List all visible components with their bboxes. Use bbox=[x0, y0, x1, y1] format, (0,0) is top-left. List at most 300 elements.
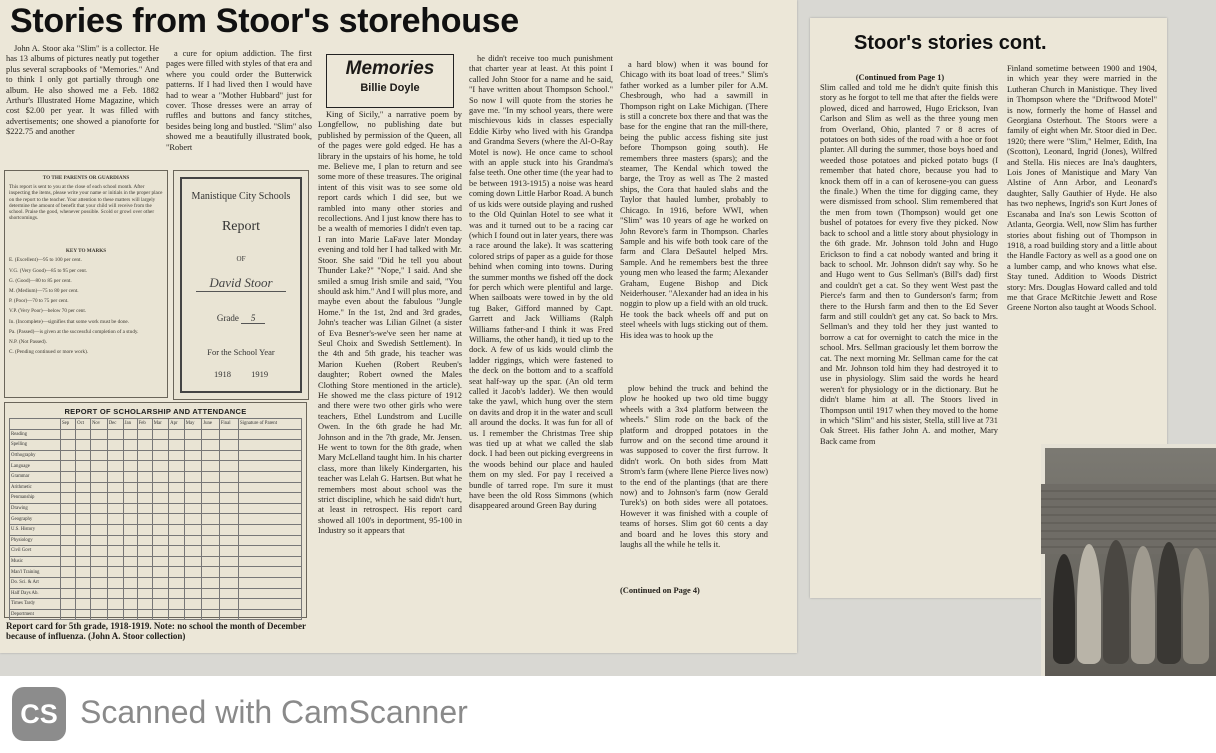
grade-cell bbox=[202, 588, 220, 599]
table-header-row bbox=[10, 419, 302, 430]
key-item: E. (Excellent)—95 to 100 per cent. bbox=[9, 257, 82, 264]
grade-cell bbox=[123, 450, 137, 461]
child-figure bbox=[1131, 546, 1155, 664]
table-row bbox=[10, 471, 302, 482]
grade-cell bbox=[219, 535, 238, 546]
subject-label: Penmanship bbox=[10, 493, 61, 504]
grade-cell bbox=[76, 482, 91, 493]
grade-cell bbox=[137, 503, 152, 514]
grade-cell bbox=[107, 588, 123, 599]
grade-cell bbox=[184, 493, 202, 504]
grade-cell bbox=[184, 588, 202, 599]
grade-cell bbox=[137, 450, 152, 461]
grade-cell bbox=[239, 493, 302, 504]
grade-cell bbox=[169, 493, 185, 504]
student-name: David Stoor bbox=[196, 275, 286, 292]
report-of: OF bbox=[236, 255, 246, 263]
report-card-caption: Report card for 5th grade, 1918-1919. Note: no school the month of December because of influenza. (John A. Stoor collection) bbox=[6, 621, 306, 641]
grade-cell bbox=[137, 493, 152, 504]
grade-cell bbox=[61, 599, 76, 610]
subject-label: Reading bbox=[10, 429, 61, 440]
grade-cell bbox=[184, 567, 202, 578]
grade-cell bbox=[137, 609, 152, 620]
subject-label: Spelling bbox=[10, 440, 61, 451]
grade-cell bbox=[239, 471, 302, 482]
table-row bbox=[10, 440, 302, 451]
grade-cell bbox=[219, 503, 238, 514]
key-item: G. (Good)—80 to 85 per cent. bbox=[9, 277, 72, 284]
table-row bbox=[10, 493, 302, 504]
key-item: In. (Incomplete)—signifies that some work must be done. bbox=[9, 318, 130, 325]
grade-cell bbox=[202, 599, 220, 610]
grade-cell bbox=[90, 440, 107, 451]
month-header: Jan bbox=[123, 419, 137, 430]
grade-cell bbox=[123, 609, 137, 620]
grade-cell bbox=[184, 514, 202, 525]
grade-cell bbox=[219, 577, 238, 588]
grade-cell bbox=[107, 471, 123, 482]
grade-cell bbox=[152, 482, 168, 493]
child-figure bbox=[1053, 554, 1075, 664]
grade-cell bbox=[202, 577, 220, 588]
grade-cell bbox=[90, 535, 107, 546]
article-column-1: John A. Stoor aka "Slim" is a collector. He has 13 albums of pictures neatly put together plus several scrapbooks of "Memories." And to think I only got partially through one album. He also showed me a Feb. 1882 Arthur's Illustrated Home Magazine, which cost $2.00 per year. It was filled with advertisements; one showed a pianoforte for $222.75 and another bbox=[6, 44, 159, 137]
grade-cell bbox=[219, 567, 238, 578]
year-label: For the School Year bbox=[207, 347, 275, 357]
subject-label: Language bbox=[10, 461, 61, 472]
grade-cell bbox=[202, 503, 220, 514]
grade-cell bbox=[169, 556, 185, 567]
grade-cell bbox=[152, 429, 168, 440]
grade-label: Grade bbox=[216, 313, 239, 323]
report-card-inside bbox=[4, 170, 168, 398]
grade-cell bbox=[152, 450, 168, 461]
grade-cell bbox=[123, 503, 137, 514]
grade-cell bbox=[169, 609, 185, 620]
grade-cell bbox=[137, 546, 152, 557]
key-item: Pa. (Passed)—is given at the successful completion of a study. bbox=[9, 328, 139, 335]
grade-cell bbox=[184, 609, 202, 620]
article-column-3: King of Sicily," a narrative poem by Longfellow, no publishing date but published by permission of the Queen, all of the pages were gold edged. He has a library in the upstairs of his home, he told me. Believe me, I plan to return and see some more of these treasures. The original intent of this visit was to see some old report cards which I did see, but we rambled into many other stories and recollections. And I just know there has to be a wealth of memories I didn't even tap. I ran into Marie LaFave later Monday evening and told her I had talked with Mr. Stoor. She said "Did he tell you about Thunder Lake?" "Nope," I said. And she smiled a smug Irish smile and said, "You should ask him." And I will plus more, and maybe even about the fabulous "Jungle Home." In the 1st, 2nd and 3rd grades, John's teacher was Lilian Gilnet (a sister of Eva Besner's-we've seen her name at Seul Choix and Swedish Settlement). In the 4th and 5th grade, his teacher was Marion Kuehen (Robert Reuben's daughter; Robert owned the Males Clothing Store mentioned in the article). He showed me the class picture of 1912 and there were two other girls who were teachers, Ethel Lundstrom and Lucille Owen. In the 6th grade he had Mr. Johnson and in the 7th grade, Mr. Jensen. He went to town for the 8th grade, when Mary McLelland taught him. In his charter class, more than likely Kindergarten, his teacher was Lelah G. Hartsen. But what he remembers most about school was the strict discipline, which he said didn't hurt, at least in retrospect. His report card showed all 100's in deportment, 95-100 in Industry so it appears that bbox=[318, 110, 462, 536]
column-title: Memories bbox=[345, 58, 435, 79]
grade-cell bbox=[169, 482, 185, 493]
grade-cell bbox=[61, 556, 76, 567]
report-card-cover bbox=[173, 170, 309, 400]
grade-cell bbox=[239, 588, 302, 599]
grade-cell bbox=[90, 471, 107, 482]
key-item: P. (Poor)—70 to 75 per cent. bbox=[9, 298, 69, 305]
grade-cell bbox=[61, 503, 76, 514]
grade-cell bbox=[90, 609, 107, 620]
grade-row bbox=[174, 313, 308, 324]
grade-cell bbox=[137, 599, 152, 610]
grade-cell bbox=[61, 514, 76, 525]
table-row bbox=[10, 588, 302, 599]
grade-cell bbox=[169, 461, 185, 472]
grade-cell bbox=[137, 429, 152, 440]
grade-cell bbox=[76, 429, 91, 440]
grade-cell bbox=[169, 588, 185, 599]
grade-cell bbox=[169, 546, 185, 557]
grade-cell bbox=[202, 567, 220, 578]
grade-cell bbox=[152, 567, 168, 578]
grade-cell bbox=[239, 535, 302, 546]
month-header: Nov bbox=[90, 419, 107, 430]
article-column-7: Slim called and told me he didn't quite finish this story as he forgot to tell me that after the fields were plowed, diced and harrowed, Hugo Erickson, Ivan Carlson and Slim as well as the three young men from Overland, Ohio, planted 7 or 8 acres of potatoes on both sides of the road with a hoe or foot planter. All during the summer, those boys hoed and weeded those potatoes and picked potato bugs (I remember that hated chore, because you had to knock them off in a can of kerosene-you can guess the finale.) When the time for digging came, they were dismissed from school. Slim remembered that the men from town (Thompson) would get one bushel of potatoes for every five they picked. Now back to school and a little story about physiology in the 6th grade. Mr. Johnson told John and Hugo Erickson to find a cat nobody wanted and bring it back to school. Mr. Johnson didn't say why. So he and Hugo went to Gus Sellman's (Bill's dad) first and couldn't get a cat. So they went West past the Pierce's farm and then to Gunderson's farm; from there to the Hursh farm and then to the Ed Sever farm and still couldn't get any cat. So back to Mrs. Sellman's and they told her they just wanted to borrow a cat for overnight to catch the mice in the school. Mrs. Sellman graciously let them borrow the cat. The next morning Mr. Sellman came for the cat and Mr. Johnson told him they had destroyed it to use in physiology. Slim said the words he heard weren't for physiology or in the dictionary. But he didn't blame him at all. The Stoors lived in Thompson until 1917 when they moved to the home in which "Slim" and his sister, Stella, still live at 731 Oak Street. His father John A. and mother, Mary Back came from bbox=[820, 83, 998, 446]
school-name: Manistique City Schools bbox=[191, 191, 291, 202]
grade-cell bbox=[123, 567, 137, 578]
grade-cell bbox=[184, 471, 202, 482]
grade-cell bbox=[202, 514, 220, 525]
grade-cell bbox=[239, 440, 302, 451]
grade-cell bbox=[90, 450, 107, 461]
table-row bbox=[10, 577, 302, 588]
year-row bbox=[174, 369, 308, 379]
key-heading: KEY TO MARKS bbox=[65, 248, 107, 255]
table-row bbox=[10, 609, 302, 620]
grade-cell bbox=[239, 503, 302, 514]
grade-cell bbox=[107, 609, 123, 620]
grade-cell bbox=[123, 599, 137, 610]
grade-cell bbox=[219, 524, 238, 535]
grade-cell bbox=[219, 440, 238, 451]
grade-cell bbox=[219, 546, 238, 557]
grade-cell bbox=[61, 461, 76, 472]
grade-cell bbox=[61, 450, 76, 461]
grade-cell bbox=[169, 524, 185, 535]
article-column-5: a hard blow) when it was bound for Chicago with its boat load of trees." Slim's father worked as a lumber piler for A.M. Chesbrough, who had a sawmill in Thompson right on Lake Michigan. (There is still a concrete box there and that was the base for the engine that ran the mill-there, being the public access fishing site just before Thompson going south). He remembers three masters (spars); and the steamer, The Kendal which towed the barge, the Troy as well as The 2 masted ships, the Cora that hauled slabs and the Taylor that hauled lumber, probably to Chicago. In 1916, before WWI, when "Slim" was 10 years of age he worked on John Revore's farm in Thompson. Charles Sample and his wife both took care of the farm and Clara DeSautel helped Mrs. Sample. And he remembers best the three young men who leased the farm; Alexander Graham, Eugene Bishop and Dick Neiderhouser. "Alexander had an idea in his noggin to plow up a field with an old truck. He took the back wheels off and put on steel wheels with lugs sticking out of them. His idea was to hook up the bbox=[620, 60, 768, 340]
grade-cell bbox=[169, 514, 185, 525]
grade-cell bbox=[219, 588, 238, 599]
grade-cell bbox=[123, 524, 137, 535]
grade-cell bbox=[76, 471, 91, 482]
grade-cell bbox=[123, 471, 137, 482]
grade-cell bbox=[152, 535, 168, 546]
grade-cell bbox=[184, 546, 202, 557]
grade-cell bbox=[219, 493, 238, 504]
grade-cell bbox=[169, 471, 185, 482]
grade-cell bbox=[202, 429, 220, 440]
grade-cell bbox=[61, 609, 76, 620]
grade-cell bbox=[90, 588, 107, 599]
subject-label: Geography bbox=[10, 514, 61, 525]
grade-cell bbox=[152, 577, 168, 588]
month-header: Feb bbox=[137, 419, 152, 430]
grade-cell bbox=[107, 556, 123, 567]
subject-label: U.S. History bbox=[10, 524, 61, 535]
grade-cell bbox=[76, 503, 91, 514]
grade-cell bbox=[219, 429, 238, 440]
key-item: V.P. (Very Poor)—below 70 per cent. bbox=[9, 308, 87, 315]
class-photo bbox=[1041, 444, 1216, 676]
grade-cell bbox=[76, 493, 91, 504]
grade-cell bbox=[202, 609, 220, 620]
grade-cell bbox=[239, 514, 302, 525]
grade-cell bbox=[61, 567, 76, 578]
grade-cell bbox=[90, 503, 107, 514]
table-row bbox=[10, 450, 302, 461]
month-header: Sep bbox=[61, 419, 76, 430]
table-row bbox=[10, 514, 302, 525]
grade-value: 5 bbox=[241, 313, 265, 324]
grade-cell bbox=[169, 577, 185, 588]
grade-cell bbox=[219, 609, 238, 620]
month-header: May bbox=[184, 419, 202, 430]
grade-cell bbox=[202, 524, 220, 535]
grade-cell bbox=[152, 609, 168, 620]
grade-cell bbox=[152, 440, 168, 451]
grade-cell bbox=[169, 567, 185, 578]
grade-cell bbox=[169, 503, 185, 514]
grade-cell bbox=[137, 567, 152, 578]
grade-cell bbox=[184, 450, 202, 461]
column-author: Billie Doyle bbox=[360, 82, 420, 94]
grade-cell bbox=[239, 599, 302, 610]
grade-cell bbox=[107, 493, 123, 504]
grade-cell bbox=[152, 556, 168, 567]
grade-cell bbox=[137, 556, 152, 567]
grade-cell bbox=[239, 556, 302, 567]
continued-on-note: (Continued on Page 4) bbox=[620, 586, 700, 595]
subject-label: Half Days Ab. bbox=[10, 588, 61, 599]
subject-label: Do. Sci. & Art bbox=[10, 577, 61, 588]
grade-cell bbox=[152, 471, 168, 482]
grade-cell bbox=[219, 461, 238, 472]
grade-cell bbox=[184, 503, 202, 514]
grade-cell bbox=[137, 471, 152, 482]
subject-label: Drawing bbox=[10, 503, 61, 514]
grade-cell bbox=[76, 514, 91, 525]
grade-cell bbox=[61, 493, 76, 504]
year-end: 1919 bbox=[251, 369, 269, 379]
grade-cell bbox=[169, 599, 185, 610]
grade-cell bbox=[239, 567, 302, 578]
grade-cell bbox=[169, 429, 185, 440]
grade-cell bbox=[61, 546, 76, 557]
grade-cell bbox=[107, 482, 123, 493]
grade-cell bbox=[76, 599, 91, 610]
key-item: N.P. (Not Passed). bbox=[9, 339, 47, 346]
grade-cell bbox=[184, 599, 202, 610]
continued-headline: Stoor's stories cont. bbox=[854, 32, 1047, 54]
table-row bbox=[10, 599, 302, 610]
parents-heading: TO THE PARENTS OR GUARDIANS bbox=[42, 175, 130, 181]
grade-cell bbox=[184, 429, 202, 440]
grade-cell bbox=[90, 514, 107, 525]
grade-cell bbox=[90, 546, 107, 557]
subject-label: Physiology bbox=[10, 535, 61, 546]
grade-cell bbox=[76, 588, 91, 599]
grade-cell bbox=[90, 429, 107, 440]
grade-cell bbox=[219, 482, 238, 493]
grade-cell bbox=[202, 461, 220, 472]
grade-cell bbox=[61, 482, 76, 493]
grade-cell bbox=[152, 503, 168, 514]
subject-label: Civil Govt bbox=[10, 546, 61, 557]
grade-cell bbox=[202, 471, 220, 482]
grade-cell bbox=[107, 577, 123, 588]
grade-cell bbox=[239, 546, 302, 557]
grades-table bbox=[9, 418, 302, 620]
article-headline: Stories from Stoor's storehouse bbox=[10, 2, 519, 40]
month-header: Oct bbox=[76, 419, 91, 430]
child-figure bbox=[1103, 540, 1129, 664]
subject-label: Grammar bbox=[10, 471, 61, 482]
grade-cell bbox=[76, 535, 91, 546]
grade-cell bbox=[61, 471, 76, 482]
grade-cell bbox=[90, 482, 107, 493]
subject-label: Arithmetic bbox=[10, 482, 61, 493]
memories-column-box bbox=[326, 54, 454, 108]
grade-cell bbox=[90, 577, 107, 588]
grade-cell bbox=[239, 450, 302, 461]
table-row bbox=[10, 524, 302, 535]
grade-cell bbox=[184, 524, 202, 535]
grade-cell bbox=[137, 535, 152, 546]
grade-cell bbox=[219, 599, 238, 610]
grade-cell bbox=[90, 493, 107, 504]
child-figure bbox=[1183, 548, 1209, 664]
key-item: C. (Pending continued or more work). bbox=[9, 349, 89, 356]
grade-cell bbox=[202, 535, 220, 546]
month-header: June bbox=[202, 419, 220, 430]
grade-cell bbox=[76, 577, 91, 588]
grade-cell bbox=[76, 440, 91, 451]
report-title: Report bbox=[221, 219, 261, 234]
parents-text: This report is sent to you at the close of each school month. After inspecting the items, please write your name or initials in the proper place on the report to the teacher. Your attention to these matters will largely determine the amount of benefit that your child will receive from the school. Praise the good, whenever possible. Scold or growl over other shortcomings. bbox=[9, 184, 163, 222]
grade-cell bbox=[152, 599, 168, 610]
grade-cell bbox=[123, 535, 137, 546]
table-row bbox=[10, 461, 302, 472]
grade-cell bbox=[239, 524, 302, 535]
table-row bbox=[10, 546, 302, 557]
article-column-4: he didn't receive too much punishment that charter year at least. At this point I called John Stoor for a name and he said, "I have written about Thompson School." So now I will quote from the stories he gave me. "In my school years, there were mischievous kids in classes especially Eddie Kirby who lived with his Grandpa and Grandma Severs (where the Al-O-Ray Motel is now). He once came to school with an apple stuck into his Grandma's false teeth. One other time (the year had to be between 1913-1915) a noise was heard coming down Little Harbor Road. A bunch of us kids were outside playing and rushed to the Old Quinlan Hotel to see what it was and it turned out to be a racing car (which I found out in later years, there was a race around the lake). It was scattering colored strips of paper as a guide for those behind when coming into towns. During the summer months we fished off the dock for perch which were plentiful and large. When sailboats were towed in by the old tug Baker, Gifford manned by Capt. Garrett and Jack Williams (Ralph Williams father-and I think it was Fred Williams, the other hand), it tied up to the dock. A few of us kids would climb the ladder riggings, which were fastened to the deck on the bottom and to a scaffold seat half-way up the spar. (An old term called it Jacob's ladder). We then would take the yawl, which hung over the stern on davits and drop it in the water and scull all around the docks. It was fun for all of us. I remember the Christmas Tree ship was tied up at what we called the slab dock. I had been out picking evergreens in the woods behind our place and hauled them on my sled. For pay I received a bundle of tarred rope. I'm sure it must have been the old Ross Simmons (which disappeared around Green Bay during bbox=[469, 54, 613, 511]
subject-label: Deportment bbox=[10, 609, 61, 620]
grade-cell bbox=[202, 493, 220, 504]
grade-cell bbox=[219, 450, 238, 461]
grade-cell bbox=[239, 577, 302, 588]
grade-cell bbox=[90, 556, 107, 567]
subject-label: Times Tardy bbox=[10, 599, 61, 610]
grade-rows bbox=[10, 429, 302, 620]
grade-cell bbox=[76, 546, 91, 557]
month-header: Dec bbox=[107, 419, 123, 430]
table-row bbox=[10, 482, 302, 493]
grade-cell bbox=[202, 556, 220, 567]
signature-header: Signature of Parent bbox=[239, 419, 302, 430]
grade-cell bbox=[123, 429, 137, 440]
grade-cell bbox=[107, 429, 123, 440]
month-header: Mar bbox=[152, 419, 168, 430]
grade-cell bbox=[184, 440, 202, 451]
table-row bbox=[10, 556, 302, 567]
grade-cell bbox=[123, 588, 137, 599]
grade-cell bbox=[239, 609, 302, 620]
grade-cell bbox=[152, 493, 168, 504]
key-list bbox=[9, 257, 163, 355]
grade-cell bbox=[123, 546, 137, 557]
grade-cell bbox=[123, 482, 137, 493]
grade-cell bbox=[169, 450, 185, 461]
grade-cell bbox=[219, 514, 238, 525]
grade-cell bbox=[239, 461, 302, 472]
grade-cell bbox=[90, 599, 107, 610]
grade-cell bbox=[76, 524, 91, 535]
grade-cell bbox=[107, 461, 123, 472]
article-column-6: plow behind the truck and behind the plow he hooked up two old time buggy wheels with a 3x4 platform between the wheels." Slim rode on the back of the platform and dropped potatoes in the furrow and on the second time around it was supposed to cover the first furrow. It didn't work. On both sides from Matt Strom's farm (where Ilene Pierce lives now) to the end of the plantings (that are there now) and to Johnson's farm (now Gerald Turek's) on both sides were all potatoes. However it was finished with a couple of teams of horses. Slim got 60 cents a day and board and he loves this story and laughs all the while he tells it. bbox=[620, 384, 768, 550]
grade-cell bbox=[61, 535, 76, 546]
grade-cell bbox=[202, 450, 220, 461]
grade-cell bbox=[61, 524, 76, 535]
table-title: REPORT OF SCHOLARSHIP AND ATTENDANCE bbox=[64, 407, 247, 416]
grade-cell bbox=[169, 440, 185, 451]
table-row bbox=[10, 429, 302, 440]
camscanner-logo-icon: CS bbox=[12, 687, 66, 741]
grade-cell bbox=[123, 493, 137, 504]
grade-cell bbox=[169, 535, 185, 546]
grade-cell bbox=[123, 514, 137, 525]
key-item: V.G. (Very Good)—85 to 95 per cent. bbox=[9, 267, 88, 274]
grade-cell bbox=[152, 514, 168, 525]
grade-cell bbox=[107, 599, 123, 610]
grade-cell bbox=[239, 429, 302, 440]
grade-cell bbox=[76, 609, 91, 620]
article-column-2: a cure for opium addiction. The first pages were filled with styles of that era and where you could order the Butterwick patterns. If I had lived then I would have had to wear a "Mother Hubbard" just for cover. Those dresses were an array of ruffles and buttons and fancy stitches, besides being long and bustled. "Slim" also showed me a beautifully illustrated book, "Robert bbox=[166, 49, 312, 152]
grade-cell bbox=[90, 461, 107, 472]
grade-cell bbox=[137, 461, 152, 472]
grade-cell bbox=[202, 440, 220, 451]
grade-cell bbox=[137, 577, 152, 588]
month-header: Apr bbox=[169, 419, 185, 430]
grade-cell bbox=[137, 514, 152, 525]
subject-label: Orthography bbox=[10, 450, 61, 461]
grade-cell bbox=[76, 556, 91, 567]
grade-cell bbox=[219, 556, 238, 567]
grade-cell bbox=[137, 588, 152, 599]
grade-cell bbox=[107, 567, 123, 578]
table-row bbox=[10, 503, 302, 514]
grade-cell bbox=[184, 461, 202, 472]
grade-cell bbox=[90, 524, 107, 535]
grade-cell bbox=[76, 567, 91, 578]
grade-cell bbox=[107, 440, 123, 451]
grade-cell bbox=[152, 461, 168, 472]
table-row bbox=[10, 535, 302, 546]
continued-from-note: (Continued from Page 1) bbox=[855, 73, 945, 82]
grade-cell bbox=[107, 514, 123, 525]
key-item: M. (Medium)—75 to 80 per cent. bbox=[9, 288, 79, 295]
subject-label: Music bbox=[10, 556, 61, 567]
grade-cell bbox=[107, 524, 123, 535]
grade-cell bbox=[61, 429, 76, 440]
grade-cell bbox=[123, 440, 137, 451]
grade-cell bbox=[137, 440, 152, 451]
child-figure bbox=[1157, 542, 1181, 664]
grade-cell bbox=[107, 546, 123, 557]
grade-cell bbox=[107, 535, 123, 546]
grade-cell bbox=[61, 440, 76, 451]
grade-cell bbox=[152, 546, 168, 557]
grade-cell bbox=[202, 482, 220, 493]
grade-cell bbox=[76, 450, 91, 461]
grade-cell bbox=[107, 450, 123, 461]
grade-cell bbox=[137, 482, 152, 493]
grade-cell bbox=[61, 577, 76, 588]
grade-cell bbox=[202, 546, 220, 557]
grade-cell bbox=[152, 524, 168, 535]
scholarship-table-card bbox=[4, 402, 307, 618]
grade-cell bbox=[123, 556, 137, 567]
